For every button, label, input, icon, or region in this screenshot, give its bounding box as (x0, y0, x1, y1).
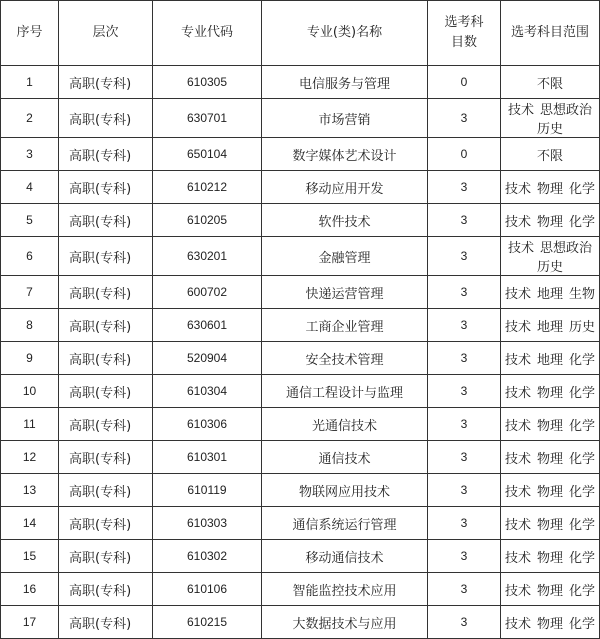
row-code: 610215 (153, 606, 262, 639)
table-row (1, 204, 600, 237)
row-level: 高职(专科) (59, 540, 153, 573)
row-count: 3 (428, 342, 501, 375)
row-level: 高职(专科) (59, 441, 153, 474)
row-name: 数字媒体艺术设计 (262, 138, 428, 171)
subject-item: 化学 (569, 352, 596, 368)
table-body (1, 66, 600, 639)
row-count: 0 (428, 138, 501, 171)
row-subjects (501, 507, 600, 540)
row-level: 高职(专科) (59, 342, 153, 375)
row-count: 3 (428, 309, 501, 342)
row-count: 3 (428, 408, 501, 441)
header-count (428, 1, 501, 66)
row-seq: 9 (1, 342, 59, 375)
subject-item: 技术 (504, 214, 531, 230)
subject-item: 技术 (507, 241, 534, 256)
subject-item: 历史 (536, 260, 563, 275)
row-seq: 4 (1, 171, 59, 204)
row-subjects (501, 237, 600, 276)
subject-item: 物理 (536, 484, 563, 500)
table-row (1, 441, 600, 474)
row-code: 610301 (153, 441, 262, 474)
row-name: 软件技术 (262, 204, 428, 237)
row-name: 移动应用开发 (262, 171, 428, 204)
table-row (1, 237, 600, 276)
row-count: 3 (428, 276, 501, 309)
row-count: 3 (428, 573, 501, 606)
subject-item: 生物 (569, 286, 596, 302)
subject-item: 物理 (536, 214, 563, 230)
row-subjects (501, 66, 600, 99)
subject-item: 历史 (569, 319, 596, 335)
row-seq: 2 (1, 99, 59, 138)
row-seq: 17 (1, 606, 59, 639)
table-row (1, 474, 600, 507)
row-name: 物联网应用技术 (262, 474, 428, 507)
subject-item: 技术 (504, 484, 531, 500)
row-subjects (501, 342, 600, 375)
row-code: 650104 (153, 138, 262, 171)
header-seq: 序号 (1, 1, 59, 66)
subject-item: 思想政治 (540, 241, 593, 256)
row-code: 610304 (153, 375, 262, 408)
subject-item: 地理 (536, 286, 563, 302)
row-subjects (501, 171, 600, 204)
header-count-line1: 选考科 (444, 15, 484, 30)
row-seq: 3 (1, 138, 59, 171)
row-subjects (501, 573, 600, 606)
header-code: 专业代码 (153, 1, 262, 66)
row-code: 610205 (153, 204, 262, 237)
table-row (1, 342, 600, 375)
row-code: 630201 (153, 237, 262, 276)
subject-item: 技术 (504, 385, 531, 401)
row-code: 610306 (153, 408, 262, 441)
row-seq: 7 (1, 276, 59, 309)
row-name: 光通信技术 (262, 408, 428, 441)
subject-item: 物理 (536, 181, 563, 197)
row-level: 高职(专科) (59, 309, 153, 342)
row-count: 3 (428, 474, 501, 507)
header-row (1, 1, 600, 66)
table-row (1, 375, 600, 408)
row-name: 通信系统运行管理 (262, 507, 428, 540)
row-level: 高职(专科) (59, 474, 153, 507)
header-level: 层次 (59, 1, 153, 66)
table-row (1, 408, 600, 441)
subject-item: 化学 (569, 418, 596, 434)
row-name: 电信服务与管理 (262, 66, 428, 99)
subject-item: 不限 (536, 148, 563, 164)
subject-item: 物理 (536, 550, 563, 566)
subject-item: 物理 (536, 616, 563, 632)
row-subjects (501, 138, 600, 171)
row-level: 高职(专科) (59, 573, 153, 606)
table-header (1, 1, 600, 66)
subject-item: 技术 (504, 352, 531, 368)
row-subjects (501, 474, 600, 507)
subject-item: 技术 (504, 181, 531, 197)
subject-item: 技术 (504, 616, 531, 632)
row-name: 金融管理 (262, 237, 428, 276)
row-level: 高职(专科) (59, 507, 153, 540)
subject-item: 技术 (504, 286, 531, 302)
row-level: 高职(专科) (59, 276, 153, 309)
row-level: 高职(专科) (59, 138, 153, 171)
table-row (1, 540, 600, 573)
row-name: 智能监控技术应用 (262, 573, 428, 606)
subject-item: 技术 (504, 517, 531, 533)
row-count: 3 (428, 204, 501, 237)
row-count: 3 (428, 99, 501, 138)
subject-item: 地理 (536, 352, 563, 368)
row-seq: 16 (1, 573, 59, 606)
table-row (1, 276, 600, 309)
row-code: 610305 (153, 66, 262, 99)
row-count: 3 (428, 375, 501, 408)
row-subjects (501, 375, 600, 408)
table-row (1, 507, 600, 540)
row-name: 快递运营管理 (262, 276, 428, 309)
table-row (1, 309, 600, 342)
subject-item: 技术 (504, 319, 531, 335)
row-code: 520904 (153, 342, 262, 375)
row-subjects (501, 204, 600, 237)
row-level: 高职(专科) (59, 171, 153, 204)
row-subjects (501, 309, 600, 342)
row-level: 高职(专科) (59, 237, 153, 276)
row-code: 600702 (153, 276, 262, 309)
row-subjects (501, 606, 600, 639)
row-code: 610303 (153, 507, 262, 540)
row-seq: 12 (1, 441, 59, 474)
row-seq: 10 (1, 375, 59, 408)
row-level: 高职(专科) (59, 408, 153, 441)
subject-item: 思想政治 (540, 103, 593, 118)
row-seq: 1 (1, 66, 59, 99)
subject-item: 技术 (504, 583, 531, 599)
row-code: 610119 (153, 474, 262, 507)
row-count: 0 (428, 66, 501, 99)
table-row (1, 99, 600, 138)
row-code: 630701 (153, 99, 262, 138)
subject-item: 技术 (504, 451, 531, 467)
subject-item: 物理 (536, 451, 563, 467)
row-seq: 6 (1, 237, 59, 276)
table-row (1, 606, 600, 639)
subject-item: 历史 (536, 122, 563, 137)
row-name: 安全技术管理 (262, 342, 428, 375)
subject-item: 物理 (536, 385, 563, 401)
row-seq: 11 (1, 408, 59, 441)
row-seq: 13 (1, 474, 59, 507)
subject-item: 化学 (569, 451, 596, 467)
row-subjects (501, 441, 600, 474)
subject-item: 不限 (536, 76, 563, 92)
row-level: 高职(专科) (59, 606, 153, 639)
subject-item: 技术 (507, 103, 534, 118)
table-row (1, 66, 600, 99)
table-row (1, 171, 600, 204)
table-row (1, 573, 600, 606)
row-count: 3 (428, 507, 501, 540)
subject-item: 化学 (569, 385, 596, 401)
row-count: 3 (428, 237, 501, 276)
row-code: 610212 (153, 171, 262, 204)
row-subjects (501, 276, 600, 309)
subject-item: 物理 (536, 517, 563, 533)
subject-item: 化学 (569, 181, 596, 197)
row-seq: 8 (1, 309, 59, 342)
subject-item: 物理 (536, 418, 563, 434)
subject-item: 地理 (536, 319, 563, 335)
row-count: 3 (428, 441, 501, 474)
row-name: 市场营销 (262, 99, 428, 138)
row-count: 3 (428, 606, 501, 639)
subject-item: 技术 (504, 550, 531, 566)
subject-item: 化学 (569, 550, 596, 566)
header-range: 选考科目范围 (501, 1, 600, 66)
subject-item: 物理 (536, 583, 563, 599)
subject-item: 化学 (569, 214, 596, 230)
subject-item: 化学 (569, 583, 596, 599)
row-level: 高职(专科) (59, 99, 153, 138)
table-row (1, 138, 600, 171)
row-name: 工商企业管理 (262, 309, 428, 342)
subject-item: 化学 (569, 517, 596, 533)
row-name: 移动通信技术 (262, 540, 428, 573)
row-level: 高职(专科) (59, 375, 153, 408)
row-level: 高职(专科) (59, 66, 153, 99)
row-seq: 14 (1, 507, 59, 540)
header-name: 专业(类)名称 (262, 1, 428, 66)
row-code: 610106 (153, 573, 262, 606)
row-count: 3 (428, 540, 501, 573)
row-count: 3 (428, 171, 501, 204)
row-name: 通信技术 (262, 441, 428, 474)
row-name: 大数据技术与应用 (262, 606, 428, 639)
row-name: 通信工程设计与监理 (262, 375, 428, 408)
row-subjects (501, 99, 600, 138)
row-seq: 5 (1, 204, 59, 237)
row-code: 630601 (153, 309, 262, 342)
row-subjects (501, 540, 600, 573)
row-subjects (501, 408, 600, 441)
subject-item: 技术 (504, 418, 531, 434)
subject-item: 化学 (569, 484, 596, 500)
row-code: 610302 (153, 540, 262, 573)
header-count-line2: 目数 (450, 35, 477, 50)
row-level: 高职(专科) (59, 204, 153, 237)
row-seq: 15 (1, 540, 59, 573)
subject-item: 化学 (569, 616, 596, 632)
